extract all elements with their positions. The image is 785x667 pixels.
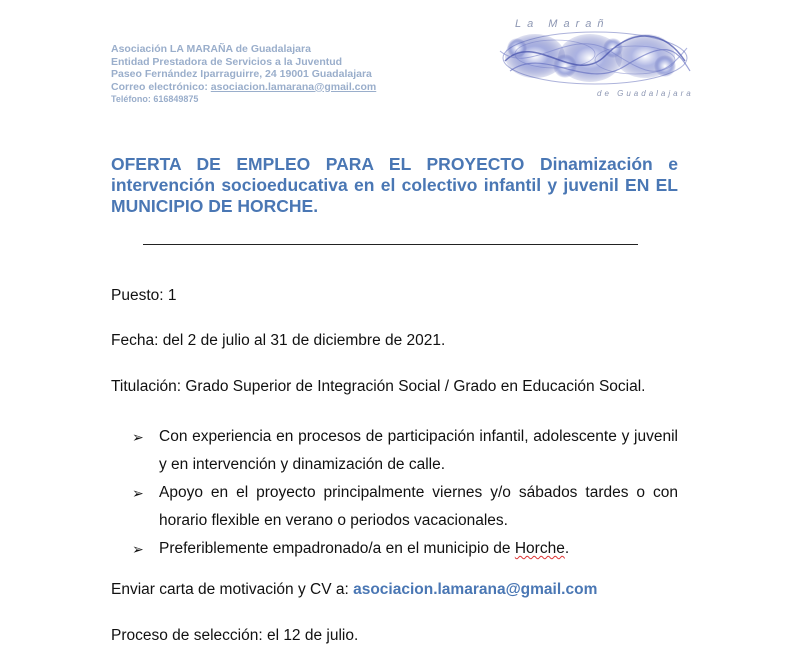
org-email-line (111, 81, 441, 94)
organization-header (111, 43, 441, 105)
seleccion-field: Proceso de selección: el 12 de julio. (111, 627, 359, 644)
fecha-field: Fecha: del 2 de julio al 31 de diciembre de 2021. (111, 332, 446, 349)
list-item (132, 535, 678, 563)
org-name: Asociación LA MARAÑA de Guadalajara (111, 43, 311, 55)
bullet-text-post: . (564, 540, 570, 557)
email-label: Correo electrónico: (111, 80, 211, 93)
la-marana-logo (495, 14, 705, 106)
contact-line (111, 580, 597, 599)
title-part-1: OFERTA DE EMPLEO PARA EL PROYECTO (111, 154, 540, 174)
contact-label: Enviar carta de motivación y CV a: (111, 581, 354, 598)
org-type: Entidad Prestadora de Servicios a la Juventud (111, 55, 343, 68)
bullet-text: Apoyo en el proyecto principalmente viernes y/o sábados tardes o con horario flexible en verano o periodos vacacionales. (159, 484, 678, 529)
org-email-link[interactable]: asociacion.lamarana@gmail.com (210, 80, 377, 93)
list-item (132, 423, 678, 479)
arrow-bullet-icon: ➢ (132, 485, 144, 501)
spellcheck-word: Horche (514, 540, 565, 557)
title-part-2: Dinamización e intervención socioeducativa en el colectivo infantil y juvenil EN EL MUNICIPIO DE HORCHE. (111, 154, 678, 216)
puesto-field: Puesto: 1 (111, 287, 177, 304)
list-item (132, 479, 678, 535)
requirements-list (132, 423, 678, 563)
org-phone: Teléfono: 616849875 (111, 94, 199, 104)
org-address: Paseo Fernández Iparraguirre, 24 19001 Guadalajara (111, 68, 372, 80)
arrow-bullet-icon: ➢ (132, 541, 144, 557)
job-offer-title (111, 154, 678, 217)
title-divider (143, 244, 638, 245)
bullet-text: Con experiencia en procesos de participación infantil, adolescente y juvenil y en intervención y dinamización de calle. (159, 428, 678, 473)
arrow-bullet-icon: ➢ (132, 429, 144, 445)
contact-email[interactable]: asociacion.lamarana@gmail.com (353, 581, 598, 598)
logo-graphic (495, 26, 695, 96)
bullet-text-pre: Preferiblemente empadronado/a en el municipio de (159, 540, 515, 557)
logo-subtitle: de Guadalajara (597, 89, 694, 98)
logo-title: La Marañ (515, 18, 610, 30)
titulacion-field: Titulación: Grado Superior de Integración Social / Grado en Educación Social. (111, 378, 646, 395)
